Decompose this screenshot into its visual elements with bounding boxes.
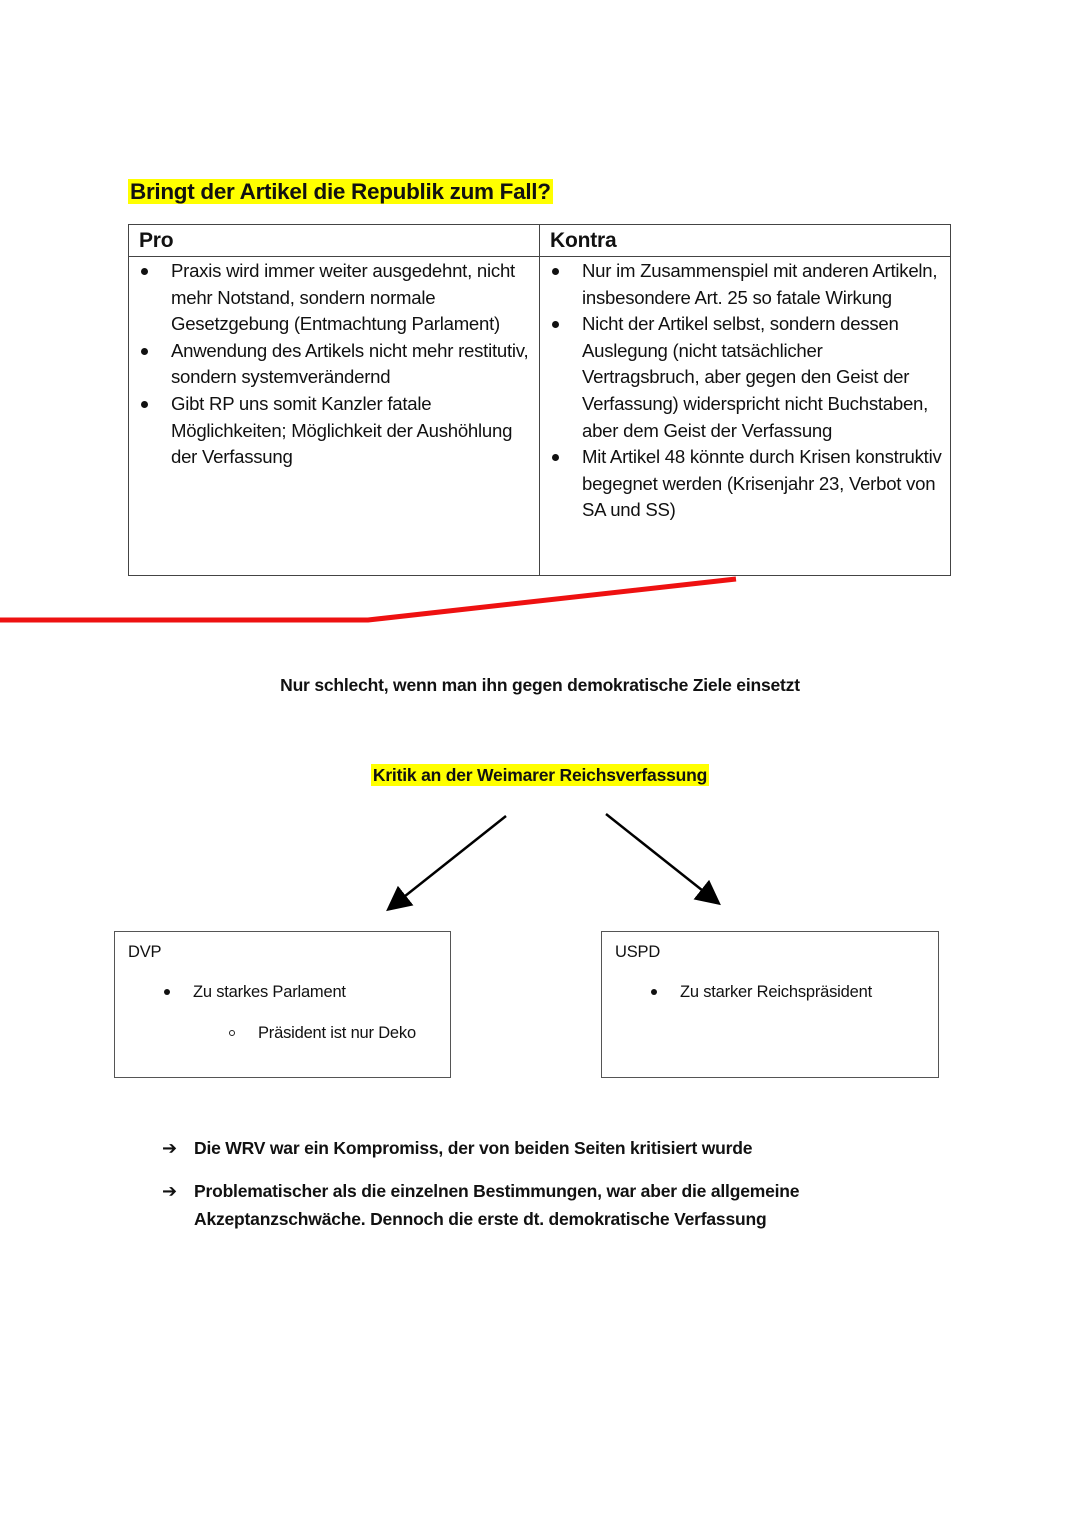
kontra-list bbox=[540, 258, 950, 524]
bullet-icon bbox=[552, 454, 559, 461]
list-item: Gibt RP uns somit Kanzler fatale Möglichkeiten; Möglichkeit der Aushöhlung der Verfassung bbox=[129, 391, 539, 471]
section-title-article bbox=[128, 175, 553, 209]
kontra-cell bbox=[540, 257, 951, 576]
bullet-icon bbox=[141, 401, 148, 408]
pro-cell bbox=[129, 257, 540, 576]
arrow-right-icon bbox=[606, 814, 717, 902]
title-highlight: Kritik an der Weimarer Reichsverfassung bbox=[372, 765, 708, 785]
red-annotation-line bbox=[0, 570, 760, 630]
dvp-box bbox=[114, 931, 451, 1078]
title-highlight: Bringt der Artikel die Republik zum Fall? bbox=[130, 179, 551, 204]
column-header-pro: Pro bbox=[129, 225, 540, 257]
list-item: Zu starker Reichspräsident bbox=[680, 979, 872, 1006]
bullet-icon bbox=[164, 989, 170, 995]
bullet-icon bbox=[141, 268, 148, 275]
sub-list-item: Präsident ist nur Deko bbox=[258, 1020, 428, 1047]
pro-list bbox=[129, 258, 539, 471]
arrow-right-icon: ➔ bbox=[162, 1138, 177, 1158]
party-name-dvp: DVP bbox=[128, 943, 162, 961]
list-item: Nicht der Artikel selbst, sondern dessen Auslegung (nicht tatsächlicher Vertragsbruch, aber gegen den Geist der Verfassung) widerspricht nicht Buchstaben, aber dem Geist der Verfassung bbox=[540, 311, 950, 444]
bullet-icon bbox=[651, 989, 657, 995]
bullet-icon bbox=[552, 321, 559, 328]
column-header-kontra: Kontra bbox=[540, 225, 951, 257]
table-header-row bbox=[129, 225, 951, 257]
hollow-bullet-icon bbox=[229, 1030, 235, 1036]
list-item: Nur im Zusammenspiel mit anderen Artikeln, insbesondere Art. 25 so fatale Wirkung bbox=[540, 258, 950, 311]
arrow-left-icon bbox=[390, 816, 506, 908]
table-row bbox=[129, 257, 951, 576]
list-item: Praxis wird immer weiter ausgedehnt, nicht mehr Notstand, sondern normale Gesetzgebung (Entmachtung Parlament) bbox=[129, 258, 539, 338]
party-name-uspd: USPD bbox=[615, 943, 661, 961]
verdict-text: Nur schlecht, wenn man ihn gegen demokratische Ziele einsetzt bbox=[280, 675, 800, 695]
uspd-box bbox=[601, 931, 939, 1078]
diagram-arrows bbox=[360, 800, 760, 930]
bullet-icon bbox=[552, 268, 559, 275]
list-item: Zu starkes Parlament bbox=[193, 979, 346, 1006]
pro-contra-table bbox=[128, 224, 951, 576]
arrow-right-icon: ➔ bbox=[162, 1181, 177, 1201]
list-item: Anwendung des Artikels nicht mehr restitutiv, sondern systemverändernd bbox=[129, 338, 539, 391]
section-title-criticism bbox=[0, 762, 1080, 788]
bullet-icon bbox=[141, 348, 148, 355]
list-item: Mit Artikel 48 könnte durch Krisen konstruktiv begegnet werden (Krisenjahr 23, Verbot von SA und SS) bbox=[540, 444, 950, 524]
